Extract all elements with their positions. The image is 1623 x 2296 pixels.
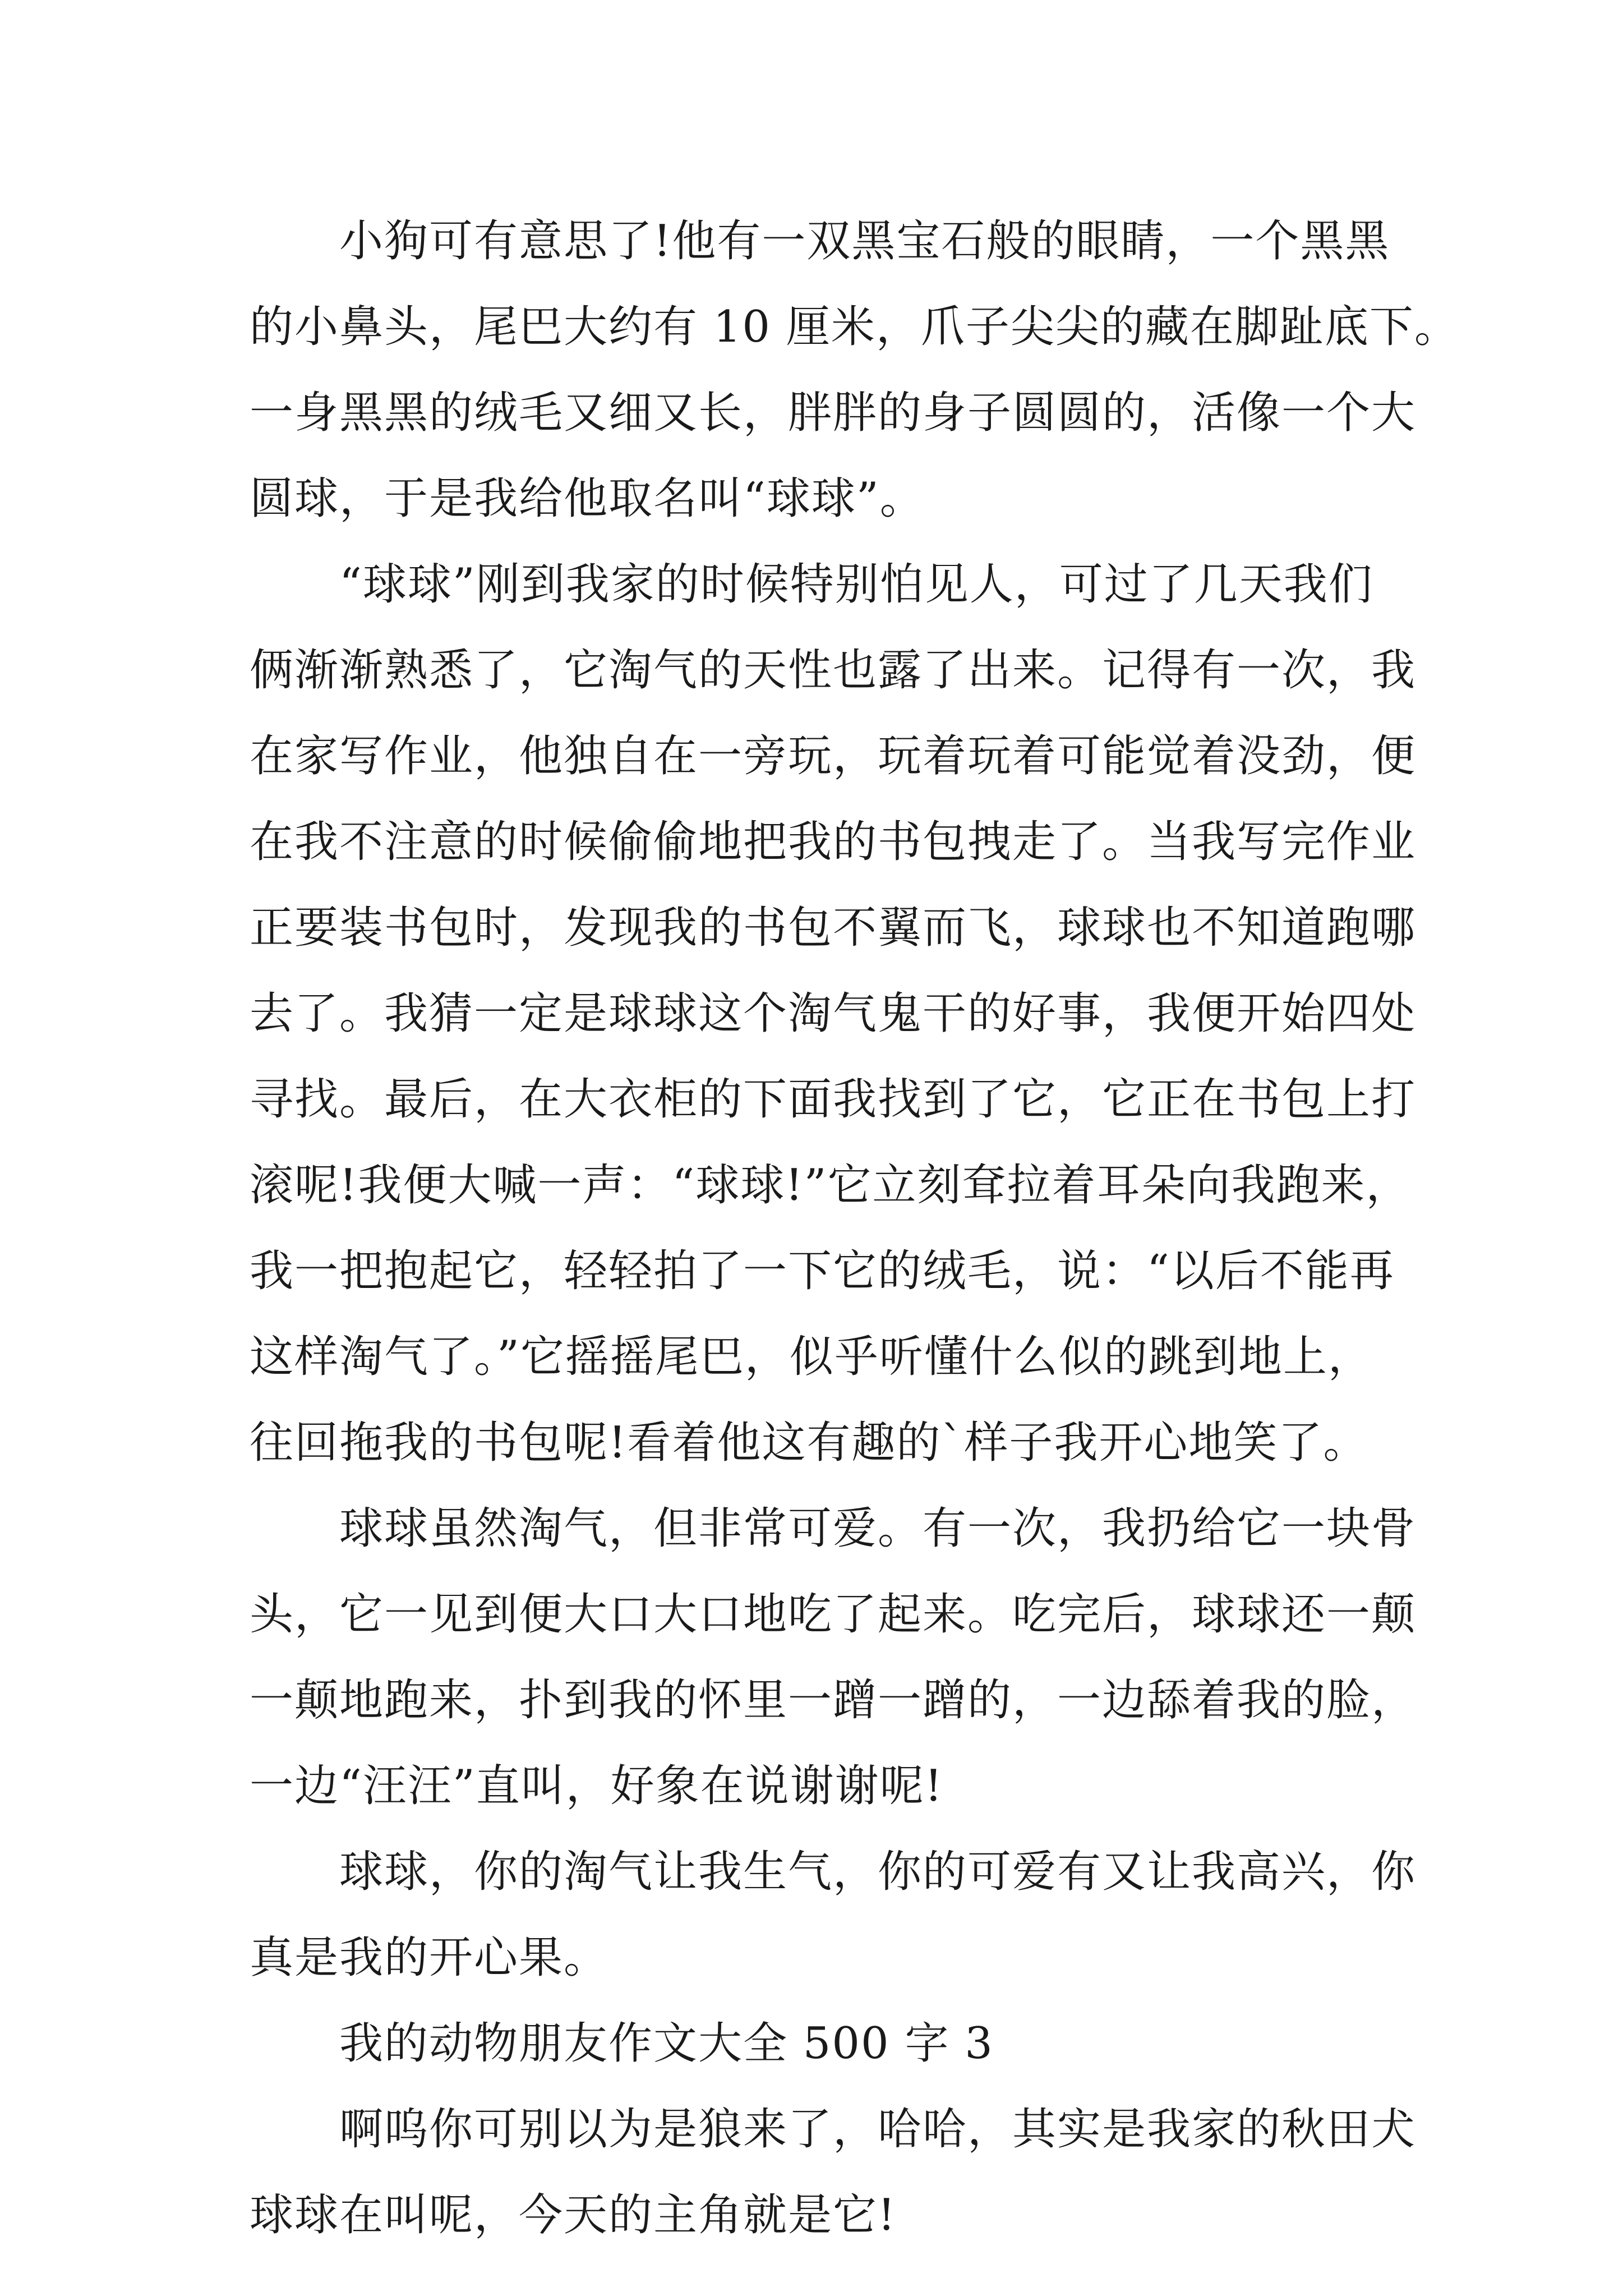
text-line: 小狗可有意思了!他有一双黑宝石般的眼睛，一个黑黑	[339, 216, 1390, 266]
text-line: 一颠地跑来，扑到我的怀里一蹭一蹭的，一边舔着我的脸，	[250, 1675, 1417, 1726]
text-line: 圆球，于是我给他取名叫“球球”。	[250, 473, 925, 524]
text-line: 滚呢!我便大喊一声：“球球!”它立刻耷拉着耳朵向我跑来，	[250, 1160, 1411, 1211]
text-line: 球球虽然淘气，但非常可爱。有一次，我扔给它一块骨	[339, 1503, 1417, 1554]
text-line: 一身黑黑的绒毛又细又长，胖胖的身子圆圆的，活像一个大	[250, 388, 1417, 438]
section-heading: 我的动物朋友作文大全 500 字 3	[339, 2018, 994, 2069]
text-line: 球球在叫呢，今天的主角就是它!	[250, 2190, 897, 2240]
text-line: 正要装书包时，发现我的书包不翼而飞，球球也不知道跑哪	[250, 903, 1417, 953]
text-line: 头，它一见到便大口大口地吃了起来。吃完后，球球还一颠	[250, 1589, 1417, 1640]
text-line: 往回拖我的书包呢!看着他这有趣的`样子我开心地笑了。	[250, 1418, 1368, 1468]
text-line: 真是我的开心果。	[250, 1932, 609, 1983]
text-line: 球球，你的淘气让我生气，你的可爱有又让我高兴，你	[339, 1847, 1417, 1897]
text-line: 俩渐渐熟悉了，它淘气的天性也露了出来。记得有一次，我	[250, 645, 1417, 696]
text-line: 啊呜你可别以为是狼来了，哈哈，其实是我家的秋田犬	[339, 2104, 1417, 2155]
text-line: 的小鼻头，尾巴大约有 10 厘米，爪子尖尖的藏在脚趾底下。	[250, 302, 1459, 352]
text-line: 这样淘气了。”它摇摇尾巴，似乎听懂什么似的跳到地上，	[250, 1332, 1373, 1382]
text-line: 去了。我猜一定是球球这个淘气鬼干的好事，我便开始四处	[250, 988, 1417, 1039]
text-line: 寻找。最后，在大衣柜的下面我找到了它，它正在书包上打	[250, 1074, 1417, 1125]
text-line: 在家写作业，他独自在一旁玩，玩着玩着可能觉着没劲，便	[250, 731, 1417, 781]
text-line: “球球”刚到我家的时候特别怕见人，可过了几天我们	[339, 559, 1373, 610]
text-line: 一边“汪汪”直叫，好象在说谢谢呢!	[250, 1761, 944, 1811]
text-line: 在我不注意的时候偷偷地把我的书包拽走了。当我写完作业	[250, 817, 1417, 867]
text-line: 我一把抱起它，轻轻拍了一下它的绒毛，说：“以后不能再	[250, 1246, 1395, 1296]
